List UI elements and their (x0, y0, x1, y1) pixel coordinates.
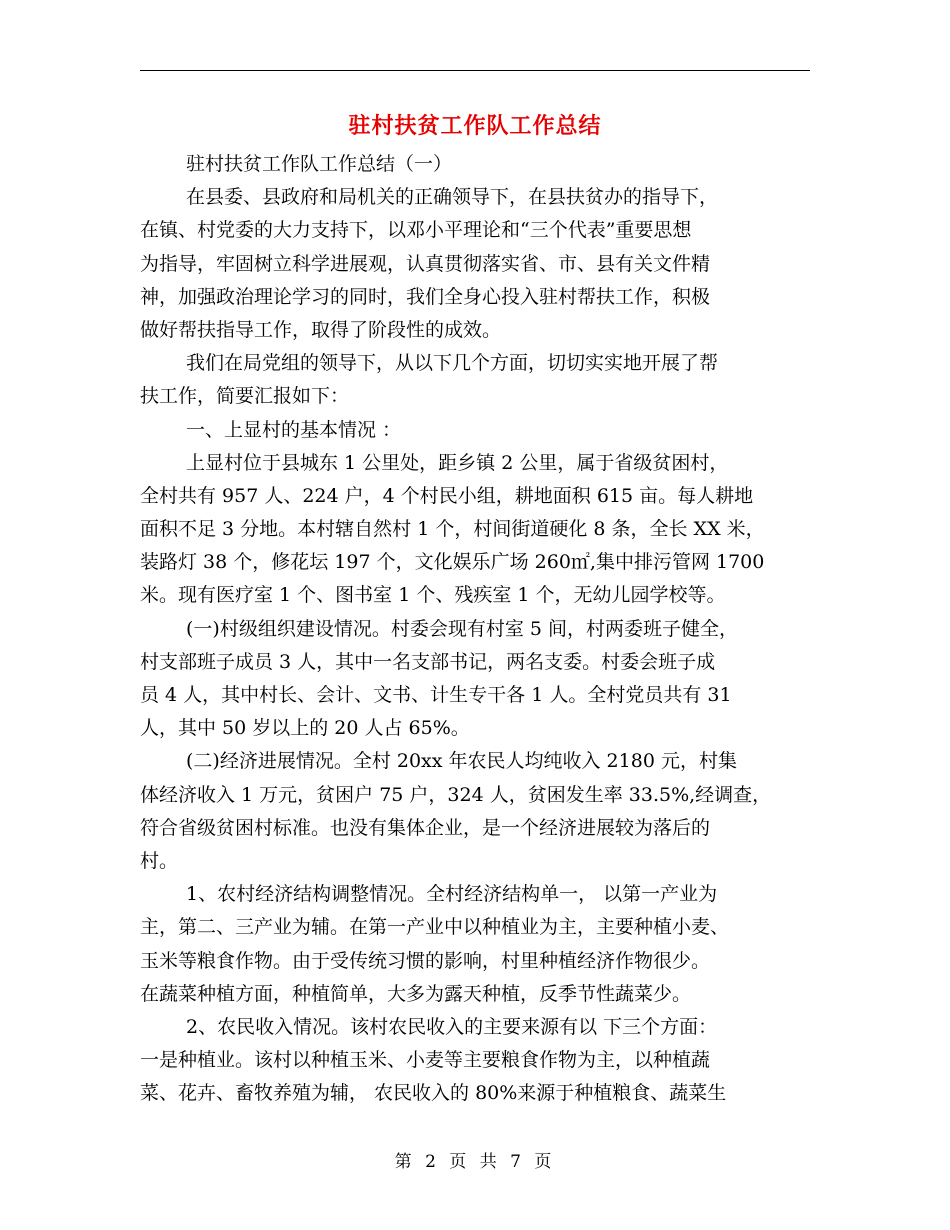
text-line: 人，其中 50 岁以上的 20 人占 65%。 (140, 717, 470, 740)
text-line: 装路灯 38 个，修花坛 197 个，文化娱乐广场 260㎡,集中排污管网 1700 (140, 551, 765, 574)
text-line: 符合省级贫困村标准。也没有集体企业，是一个经济进展较为落后的 (140, 816, 711, 839)
text-line: 菜、花卉、畜牧养殖为辅， 农民收入的 80%来源于种植粮食、蔬菜生 (140, 1082, 727, 1105)
text-line: 扶工作，简要汇报如下： (140, 385, 350, 408)
text-line: 一是种植业。该村以种植玉米、小麦等主要粮食作物为主，以种植蔬 (140, 1049, 711, 1072)
text-line: 村。 (140, 849, 179, 872)
text-line: 主，第二、三产业为辅。在第一产业中以种植业为主，主要种植小麦、 (140, 916, 730, 939)
text-line: 做好帮扶指导工作，取得了阶段性的成效。 (140, 318, 502, 341)
text-line: 2、农民收入情况。该村农民收入的主要来源有以 下三个方面： (186, 1015, 718, 1038)
document-body (140, 148, 810, 1110)
text-line: 全村共有 957 人、224 户，4 个村民小组，耕地面积 615 亩。每人耕地 (140, 484, 754, 507)
text-line: 1、农村经济结构调整情况。全村经济结构单一， 以第一产业为 (186, 883, 718, 906)
text-line: 我们在局党组的领导下，从以下几个方面，切切实实地开展了帮 (186, 352, 719, 375)
text-line: (一)村级组织建设情况。村委会现有村室 5 间，村两委班子健全， (186, 617, 738, 640)
text-line: 在蔬菜种植方面，种植简单，大多为露天种植，反季节性蔬菜少。 (140, 982, 692, 1005)
document-title: 驻村扶贫工作队工作总结 (348, 113, 602, 139)
text-line: 一、上显村的基本情况 ： (186, 418, 402, 441)
text-line: 面积不足 3 分地。本村辖自然村 1 个，村间街道硬化 8 条，全长 XX 米， (140, 518, 765, 541)
text-line: 村支部班子成员 3 人，其中一名支部书记，两名支委。村委会班子成 (140, 650, 716, 673)
text-line: 神，加强政治理论学习的同时，我们全身心投入驻村帮扶工作，积极 (140, 285, 711, 308)
text-line: 上显村位于县城东 1 公里处，距乡镇 2 公里，属于省级贫困村， (186, 451, 729, 474)
text-line: 员 4 人，其中村长、会计、文书、计生专干各 1 人。全村党员共有 31 (140, 684, 732, 706)
page-number-footer: 第 2 页 共 7 页 (394, 1152, 556, 1172)
text-line: 玉米等粮食作物。由于受传统习惯的影响，村里种植经济作物很少。 (140, 949, 711, 972)
text-line: 体经济收入 1 万元，贫困户 75 户，324 人，贫困发生率 33.5%,经调查， (140, 783, 772, 806)
text-line: 在县委、县政府和局机关的正确领导下，在县扶贫办的指导下， (186, 186, 719, 209)
text-line: 米。现有医疗室 1 个、图书室 1 个、残疾室 1 个，无幼儿园学校等。 (140, 584, 726, 607)
text-line: (二)经济进展情况。全村 20xx 年农民人均纯收入 2180 元，村集 (186, 750, 737, 773)
text-line: 驻村扶贫工作队工作总结（一） (186, 153, 453, 175)
text-line: 在镇、村党委的大力支持下，以邓小平理论和“三个代表”重要思想 (140, 219, 692, 242)
text-line: 为指导，牢固树立科学进展观，认真贯彻落实省、市、县有关文件精 (140, 252, 711, 275)
header-rule (140, 70, 810, 71)
